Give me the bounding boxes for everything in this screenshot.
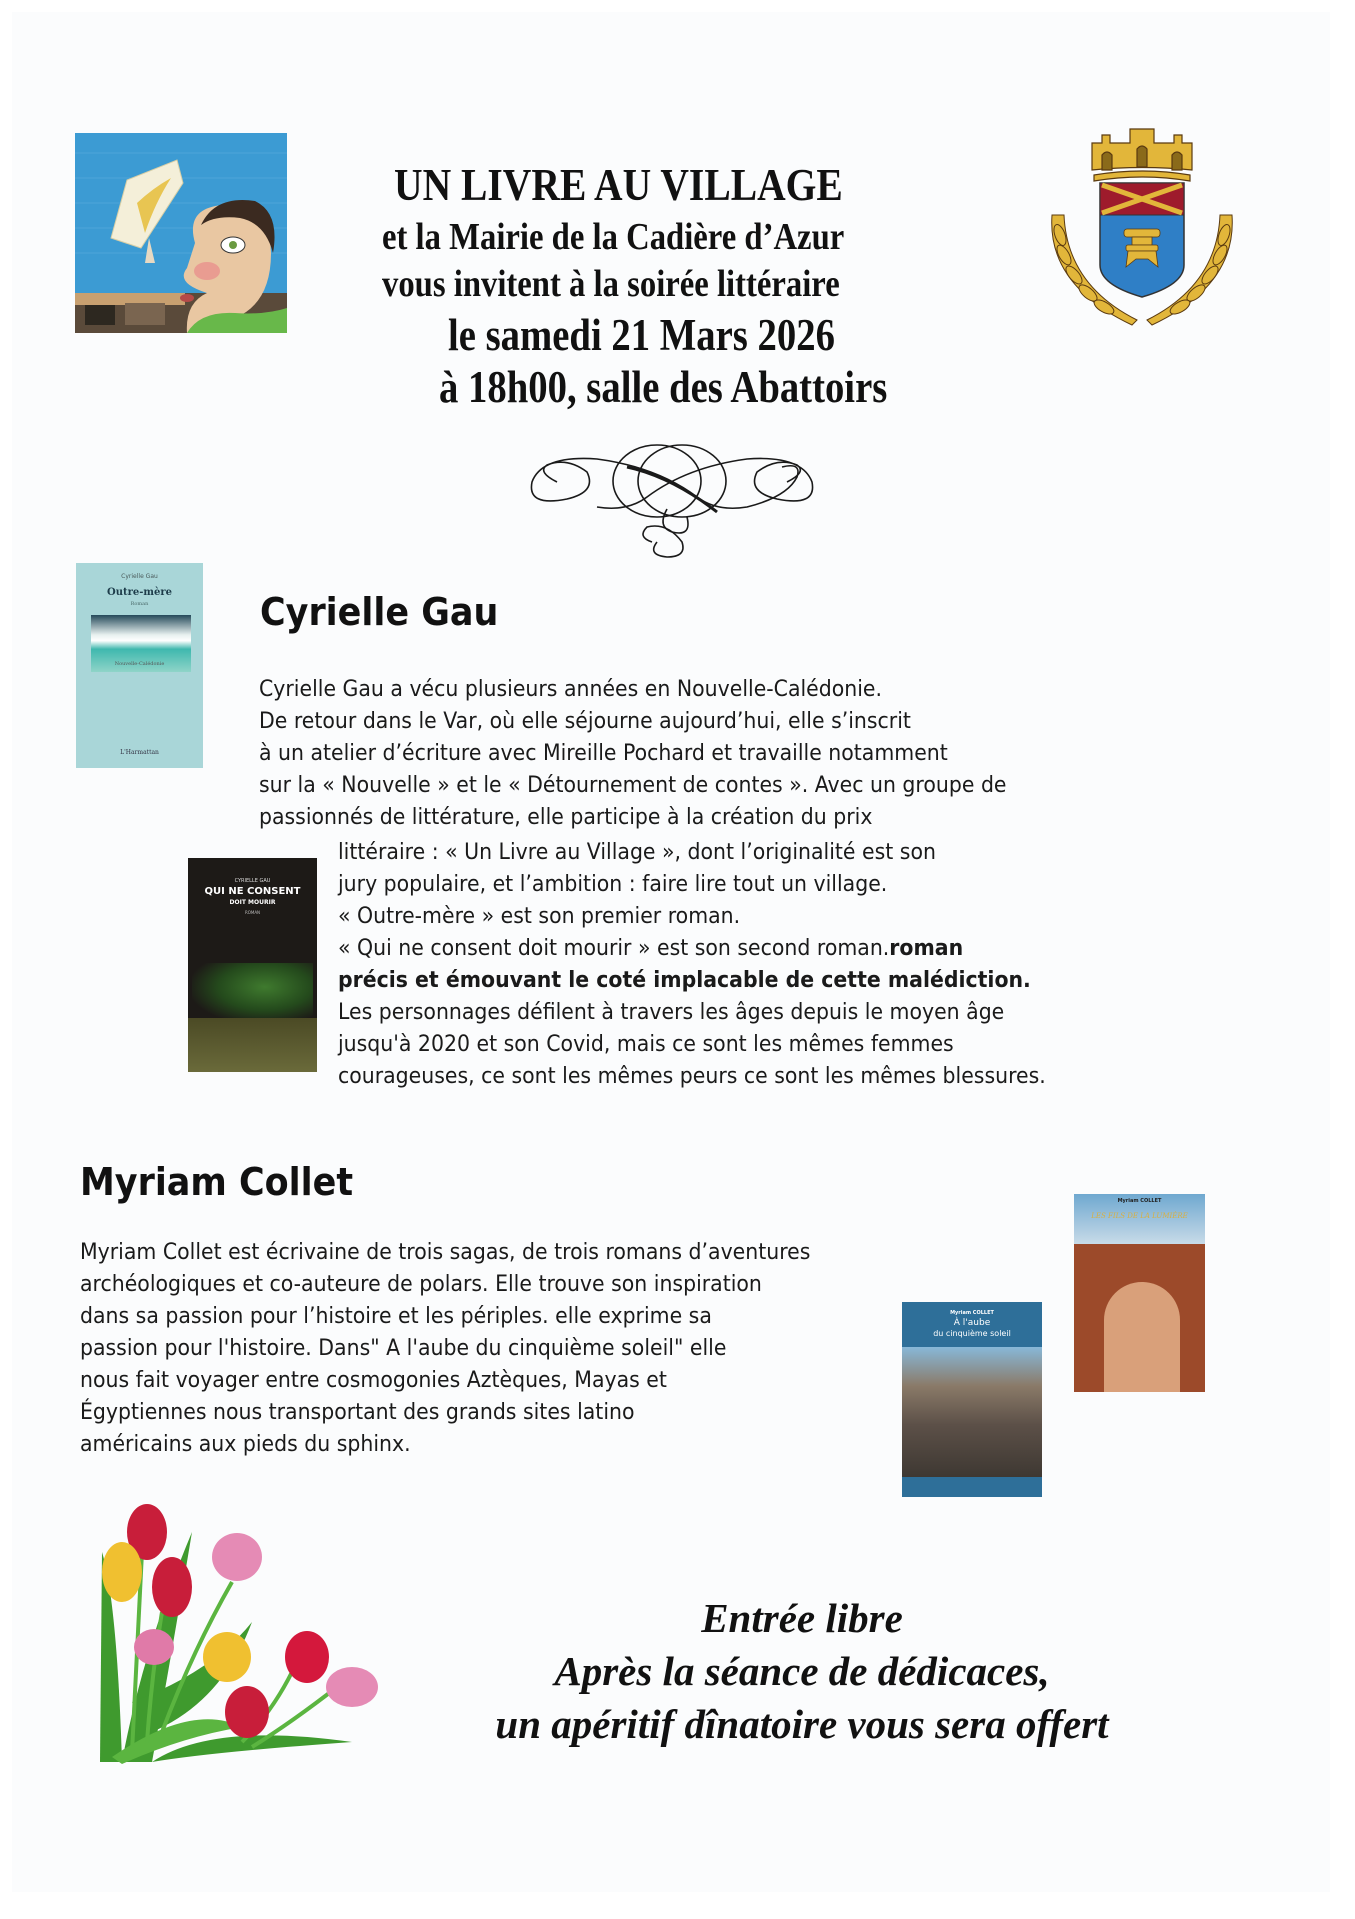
aperitif-text: un apéritif dînatoire vous sera offert — [495, 1701, 1109, 1747]
cover-title: LES FILS DE LA LUMIÈRE — [1091, 1212, 1188, 1220]
bio-line: De retour dans le Var, où elle séjourne aujourd’hui, elle s’inscrit — [259, 709, 911, 734]
ornament-flourish — [507, 437, 837, 572]
illustration-boy-with-paper — [75, 133, 287, 333]
book-cover-outre-mere — [76, 563, 203, 768]
cover-title-2: du cinquième soleil — [933, 1329, 1011, 1338]
cover-title-2: DOIT MOURIR — [229, 899, 276, 906]
cover-publisher: L'Harmattan — [120, 749, 159, 756]
bio-line: américains aux pieds du sphinx. — [80, 1432, 411, 1457]
myriam-collet-bio — [80, 1237, 810, 1461]
book-cover-a-l-aube — [902, 1302, 1042, 1497]
cyrielle-gau-bio-continued — [338, 837, 1046, 1093]
bio-line-mixed — [338, 933, 1046, 965]
hosts-line: et la Mairie de la Cadière d’Azur — [382, 216, 845, 258]
cover-subtitle: ROMAN — [244, 910, 261, 915]
bio-line: Myriam Collet est écrivaine de trois sagas, de trois romans d’aventures — [80, 1240, 811, 1265]
flowers-icon — [92, 1502, 392, 1772]
signing-session-text: Après la séance de dédicaces, — [554, 1648, 1050, 1694]
event-title: UN LIVRE AU VILLAGE — [394, 159, 843, 210]
bio-line: courageuses, ce sont les mêmes peurs ce sont les mêmes blessures. — [338, 1064, 1046, 1089]
book-cover-qui-ne-consent — [188, 858, 317, 1072]
flyer-page — [12, 12, 1330, 1892]
flourish-icon — [507, 437, 837, 572]
invitation-line: vous invitent à la soirée littéraire — [382, 263, 840, 305]
crest-icon — [1042, 125, 1242, 335]
cover-author: Myriam COLLET — [950, 1310, 994, 1316]
cover-title: Outre-mère — [107, 587, 172, 598]
cover-ground — [188, 1018, 317, 1072]
cover-photo — [902, 1347, 1042, 1477]
cover-author: Myriam COLLET — [1117, 1198, 1162, 1204]
bio-line: archéologiques et co-auteure de polars. Elle trouve son inspiration — [80, 1272, 762, 1297]
cover-author: CYRIELLE GAU — [234, 878, 271, 884]
illustration-image — [75, 133, 287, 333]
author-name-myriam-collet: Myriam Collet — [80, 1160, 354, 1204]
tulip-bouquet — [92, 1502, 392, 1772]
free-entry-text: Entrée libre — [701, 1595, 903, 1641]
bio-text: « Qui ne consent doit mourir » est son second roman. — [338, 936, 890, 961]
cover-author: Cyrielle Gau — [121, 573, 158, 580]
bio-line-bold: précis et émouvant le coté implacable de cette malédiction. — [338, 968, 1031, 993]
cyrielle-gau-bio — [259, 674, 1007, 834]
cover-title: QUI NE CONSENT — [204, 886, 301, 897]
bio-line: « Outre-mère » est son premier roman. — [338, 904, 741, 929]
bio-line: dans sa passion pour l’histoire et les périples. elle exprime sa — [80, 1304, 712, 1329]
cover-caption: Nouvelle-Calédonie — [114, 661, 165, 667]
bio-line: jury populaire, et l’ambition : faire lire tout un village. — [338, 872, 888, 897]
author-name-cyrielle-gau: Cyrielle Gau — [260, 590, 499, 634]
bio-text-bold: roman — [889, 936, 964, 961]
bio-line: Égyptiennes nous transportant des grands sites latino — [80, 1400, 635, 1425]
cover-subtitle: Roman — [130, 601, 149, 607]
bio-line: à un atelier d’écriture avec Mireille Pochard et travaille notamment — [259, 741, 948, 766]
cover-archway — [1104, 1282, 1180, 1392]
event-time-place: à 18h00, salle des Abattoirs — [439, 362, 888, 412]
bio-line: nous fait voyager entre cosmogonies Aztèques, Mayas et — [80, 1368, 667, 1393]
cover-title: À l'aube — [953, 1318, 991, 1328]
bio-line: jusqu'à 2020 et son Covid, mais ce sont les mêmes femmes — [338, 1032, 954, 1057]
bio-line: passion pour l'histoire. Dans" A l'aube du cinquième soleil" elle — [80, 1336, 727, 1361]
bio-line: Cyrielle Gau a vécu plusieurs années en Nouvelle-Calédonie. — [259, 677, 883, 702]
bio-line: Les personnages défilent à travers les âges depuis le moyen âge — [338, 1000, 1005, 1025]
bio-line: sur la « Nouvelle » et le « Détournement de contes ». Avec un groupe de — [259, 773, 1007, 798]
bio-line: passionnés de littérature, elle participe à la création du prix — [259, 805, 873, 830]
coat-of-arms — [1042, 125, 1242, 335]
event-date: le samedi 21 Mars 2026 — [448, 310, 835, 360]
bio-line: littéraire : « Un Livre au Village », dont l’originalité est son — [338, 840, 936, 865]
closing-message — [432, 1592, 1172, 1751]
cover-artwork — [192, 963, 313, 1023]
book-cover-les-fils-de-la-lumiere — [1074, 1194, 1205, 1392]
